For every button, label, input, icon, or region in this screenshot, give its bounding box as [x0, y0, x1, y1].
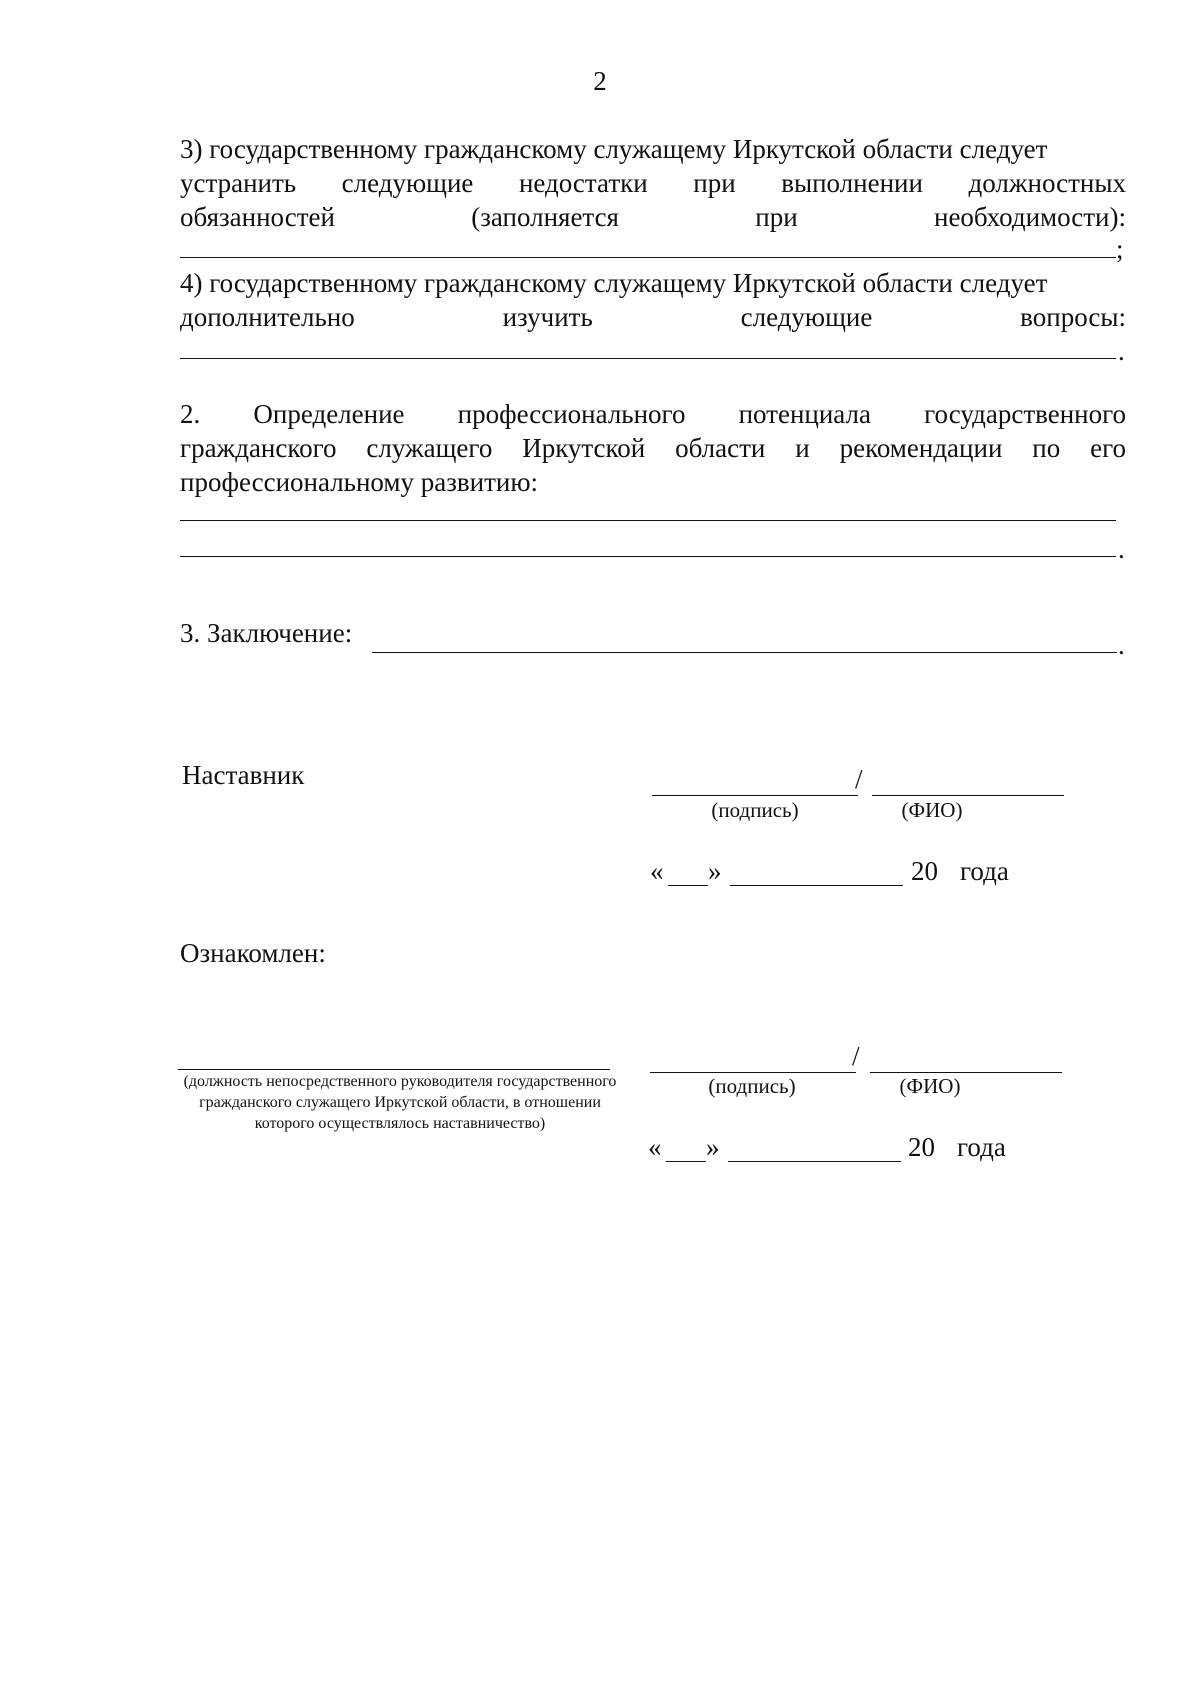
mentor-slash: /: [855, 764, 863, 794]
item3-line1: 3) государственному гражданскому служащему Иркутской области следует: [180, 134, 1048, 164]
item3-line2: устранить следующие недостатки при выполнении должностных: [180, 168, 1126, 198]
mentor-signature-caption: (подпись): [711, 798, 799, 822]
section3-label: 3. Заключение:: [180, 618, 353, 648]
section2-line1: 2. Определение профессионального потенциала государственного: [180, 399, 1126, 429]
item4-line1: 4) государственному гражданскому служащему Иркутской области следует: [180, 268, 1048, 298]
ack-date-close-quote: »: [706, 1132, 720, 1162]
item3-end-punct: ;: [1116, 234, 1124, 264]
ack-slash: /: [852, 1041, 860, 1071]
acknowledged-label: Ознакомлен:: [180, 938, 326, 968]
ack-year-prefix: 20: [908, 1132, 935, 1162]
ack-signature-line[interactable]: [650, 1072, 856, 1073]
position-line[interactable]: [178, 1069, 610, 1070]
item4-fill-line[interactable]: [180, 358, 1116, 359]
section3-end-punct: .: [1118, 630, 1125, 660]
section2-end-punct: .: [1118, 534, 1125, 564]
mentor-name-caption: (ФИО): [901, 798, 963, 822]
ack-month-line[interactable]: [728, 1161, 901, 1162]
page-number: 2: [593, 66, 607, 96]
mentor-year-prefix: 20: [911, 856, 938, 886]
mentor-signature-line[interactable]: [652, 795, 858, 796]
ack-signature-caption: (подпись): [708, 1074, 796, 1098]
conclusion-fill-line[interactable]: [372, 652, 1117, 653]
mentor-month-line[interactable]: [730, 885, 903, 886]
mentor-name-line[interactable]: [872, 795, 1064, 796]
item4-end-punct: .: [1118, 336, 1125, 366]
section2-fill-line-2[interactable]: [180, 556, 1116, 557]
ack-date-open-quote: «: [648, 1132, 662, 1162]
section2-line3: профессиональному развитию:: [180, 467, 539, 497]
item3-line3: обязанностей (заполняется при необходимости):: [180, 202, 1126, 232]
position-caption: (должность непосредственного руководителя государственного гражданского служащего Иркутской области, в отношении которого осуществлялось наставничество): [183, 1073, 617, 1132]
item3-fill-line[interactable]: [180, 257, 1116, 258]
ack-name-line[interactable]: [870, 1072, 1062, 1073]
mentor-date-close-quote: »: [708, 856, 722, 886]
item4-line2: дополнительно изучить следующие вопросы:: [180, 302, 1126, 332]
mentor-label: Наставник: [182, 760, 305, 790]
ack-year-suffix: года: [957, 1132, 1006, 1162]
section2-line2: гражданского служащего Иркутской области и рекомендации по его: [180, 433, 1126, 463]
section2-fill-line-1[interactable]: [180, 520, 1116, 521]
mentor-year-suffix: года: [960, 856, 1009, 886]
ack-name-caption: (ФИО): [899, 1074, 961, 1098]
mentor-day-line[interactable]: [668, 885, 708, 886]
mentor-date-open-quote: «: [650, 856, 664, 886]
ack-day-line[interactable]: [666, 1161, 706, 1162]
